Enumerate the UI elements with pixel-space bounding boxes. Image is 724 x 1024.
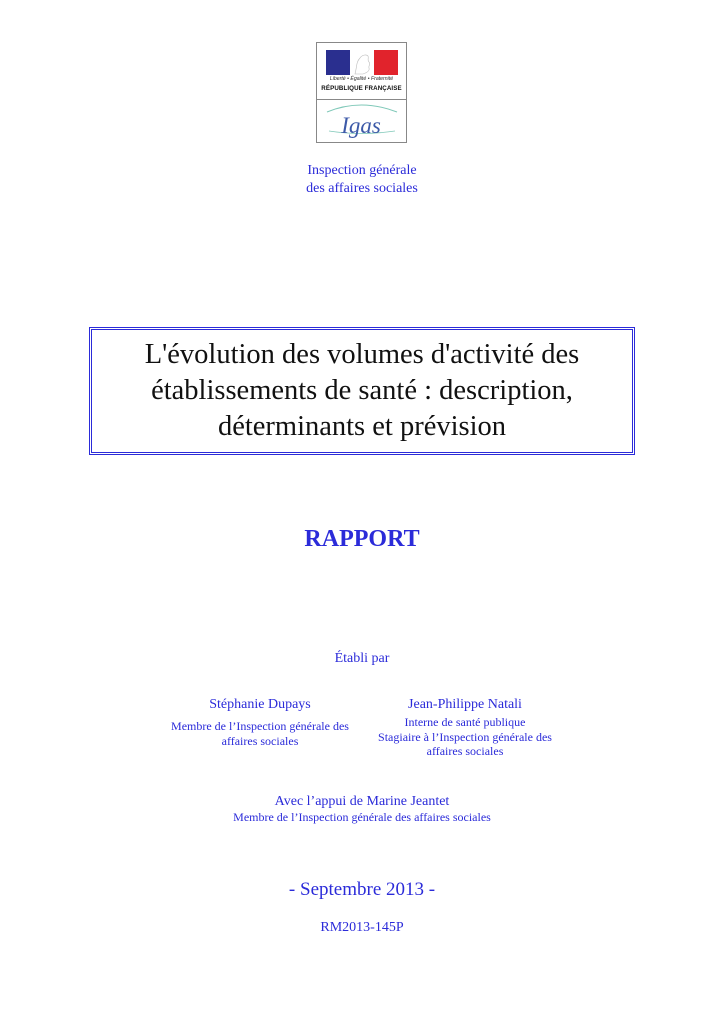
organization-line-1: Inspection générale (307, 163, 417, 178)
report-date: - Septembre 2013 - (288, 879, 436, 900)
author-2 (360, 696, 570, 759)
title-line-1: L'évolution des volumes d'activité des (144, 339, 580, 370)
republic-label: RÉPUBLIQUE FRANÇAISE (321, 85, 402, 92)
author-role-line: Membre de l’Inspection générale des (171, 719, 349, 733)
established-by: Établi par (334, 651, 390, 666)
organization-name (0, 162, 724, 198)
author-role-line: affaires sociales (426, 744, 504, 758)
organization-line-2: des affaires sociales (306, 181, 418, 196)
title-frame (89, 327, 635, 455)
support-text: Avec l’appui de Marine Jeantet (274, 794, 450, 809)
report-reference: RM2013-145P (320, 920, 404, 935)
republique-francaise-logo (317, 43, 406, 99)
author-1 (160, 696, 360, 748)
logo-block (316, 42, 407, 143)
igas-mark: Igas (341, 113, 381, 138)
support-role: Membre de l’Inspection générale des affaires sociales (233, 810, 491, 824)
igas-logo (317, 100, 406, 142)
author-name: Stéphanie Dupays (209, 697, 311, 712)
title-line-2: établissements de santé : description, (151, 375, 573, 406)
title-line-3: déterminants et prévision (217, 411, 507, 442)
report-title (133, 337, 592, 445)
author-role-line: Stagiaire à l’Inspection générale des (378, 729, 552, 744)
report-type: RAPPORT (304, 526, 420, 552)
author-role-line: affaires sociales (221, 733, 299, 748)
support-block (0, 793, 724, 824)
author-name: Jean-Philippe Natali (408, 697, 522, 712)
marianne-icon (347, 51, 377, 75)
author-role-line: Interne de santé publique (404, 715, 526, 729)
republic-motto: Liberté • Égalité • Fraternité (329, 76, 394, 82)
